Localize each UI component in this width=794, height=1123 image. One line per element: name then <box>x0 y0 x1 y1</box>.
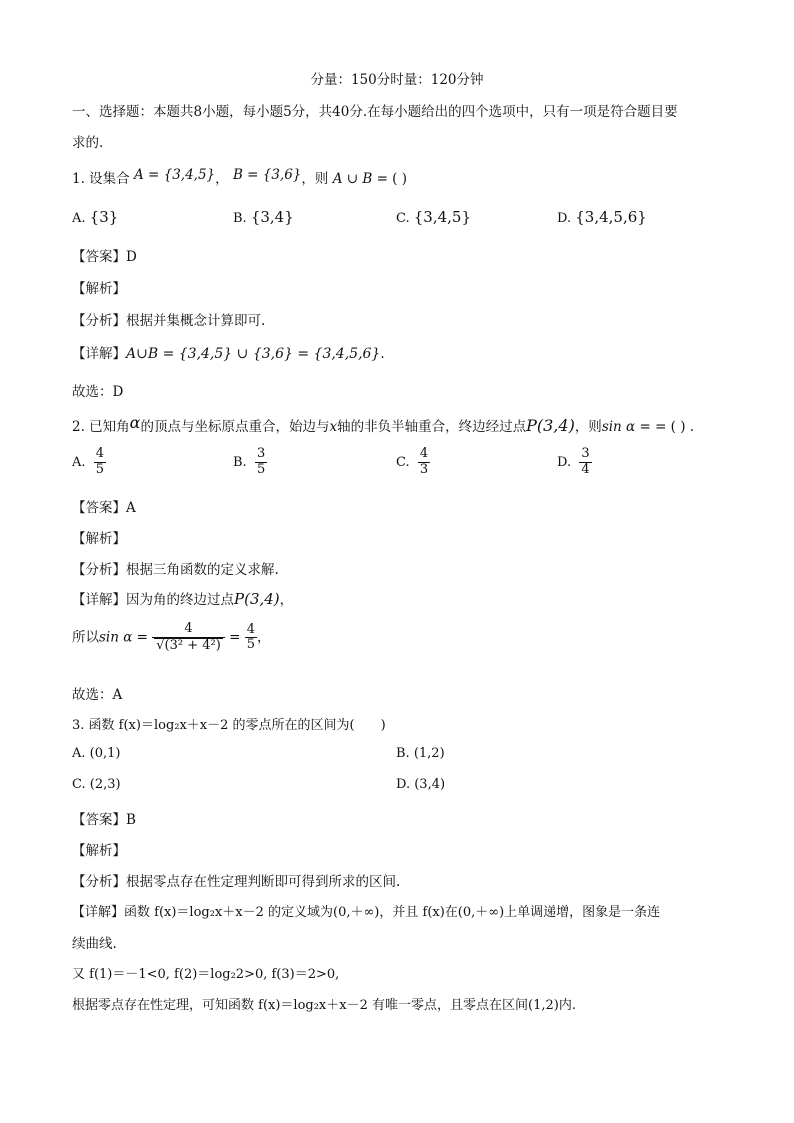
q1-suffix: = ( ) <box>376 171 408 187</box>
q3-xiangjie-2: 续曲线. <box>72 936 117 952</box>
q3-analysis-head: 【解析】 <box>72 843 126 859</box>
q1-option-b: B. {3,4} <box>233 208 294 226</box>
q3-option-d: D. (3,4) <box>396 777 446 792</box>
q1-stem: 1. 设集合 A = {3,4,5}， B = {3,6}，则 A ∪ B = ( ) <box>72 167 408 187</box>
q3-fenxi: 【分析】根据零点存在性定理判断即可得到所求的区间. <box>72 874 401 890</box>
q1-expr: A ∪ B <box>332 171 373 187</box>
q3-answer: 【答案】B <box>72 812 136 828</box>
q1-middle: ，则 <box>301 171 329 187</box>
q2-stem: 2. 已知角α的顶点与坐标原点重合，始边与x轴的非负半轴重合，终边经过点P(3,4)，则sin α = = ( ) . <box>72 413 695 435</box>
q2-analysis-head: 【解析】 <box>72 531 126 547</box>
q2-option-c: C. $\frac{4}{3}$ <box>396 446 429 477</box>
q2-calc: 所以sin α = $\frac{4}{\text{√(3² + 4²)}}$ = $\frac{4}{5}$ ， <box>72 621 271 653</box>
q2-xiangjie: 【详解】因为角的终边过点P(3,4)， <box>72 590 294 608</box>
q1-guxuan: 故选：D <box>72 384 124 400</box>
q1-answer: 【答案】D <box>72 249 137 265</box>
q1-fenxi: 【分析】根据并集概念计算即可. <box>72 313 266 329</box>
q1-xiangjie: 【详解】A∪B = {3,4,5} ∪ {3,6} = {3,4,5,6}. <box>72 346 385 362</box>
q1-set-b: B = {3,6} <box>232 167 302 183</box>
section-heading-cont: 求的. <box>72 135 104 151</box>
q2-option-d: D. $\frac{3}{4}$ <box>557 446 590 477</box>
q3-option-b: B. (1,2) <box>396 746 445 761</box>
section-heading: 一、选择题：本题共8小题，每小题5分，共40分.在每小题给出的四个选项中，只有一项是符合题目要 <box>72 104 678 120</box>
q2-guxuan: 故选：A <box>72 687 123 703</box>
q1-option-c: C. {3,4,5} <box>396 208 472 226</box>
q3-stem: 3. 函数 f(x)＝log₂x＋x－2 的零点所在的区间为( ) <box>72 718 386 733</box>
page-title: 分量：150分时量：120分钟 <box>310 72 484 88</box>
q3-genju: 根据零点存在性定理，可知函数 f(x)＝log₂x＋x－2 有唯一零点，且零点在区间(1,2)内. <box>72 998 576 1013</box>
q1-option-a: A. {3} <box>72 208 119 226</box>
q3-xiangjie-1: 【详解】函数 f(x)＝log₂x＋x－2 的定义域为(0,＋∞)，并且 f(x)在(0,＋∞)上单调递增，图象是一条连 <box>72 905 661 920</box>
q3-option-a: A. (0,1) <box>72 746 121 761</box>
q1-analysis-head: 【解析】 <box>72 281 126 297</box>
q1-option-d: D. {3,4,5,6} <box>557 208 647 226</box>
q2-option-b: B. $\frac{3}{5}$ <box>233 446 266 477</box>
q2-option-a: A. $\frac{4}{5}$ <box>72 446 105 477</box>
q3-you: 又 f(1)＝－1<0, f(2)＝log₂2>0, f(3)＝2>0, <box>72 967 340 982</box>
q2-fenxi: 【分析】根据三角函数的定义求解. <box>72 562 279 578</box>
q1-set-a: A = {3,4,5} <box>133 167 216 183</box>
q3-option-c: C. (2,3) <box>72 777 121 792</box>
q2-answer: 【答案】A <box>72 500 136 516</box>
q1-prefix: 1. 设集合 <box>72 171 130 187</box>
